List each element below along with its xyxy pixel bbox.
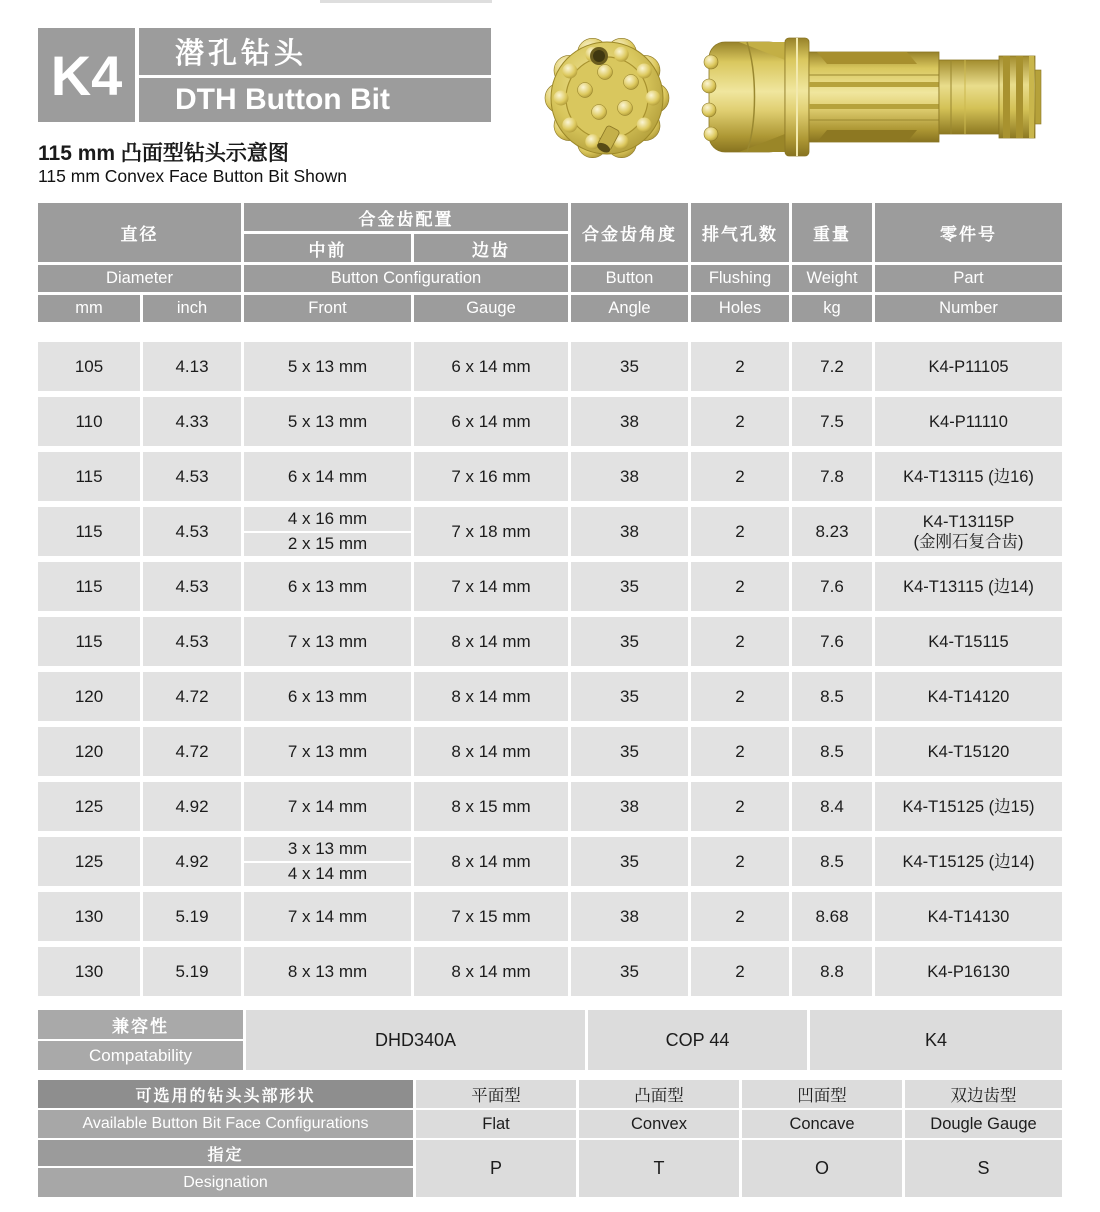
- header-gauge-zh: 边齿: [414, 234, 568, 262]
- cell-weight: 8.68: [792, 892, 872, 941]
- designation-code: P: [416, 1140, 576, 1197]
- cell-diameter-mm: 120: [38, 672, 140, 721]
- faces-label-zh: 可选用的钻头头部形状: [38, 1080, 413, 1108]
- cell-diameter-inch: 4.13: [143, 342, 241, 391]
- compatibility-table: [38, 1010, 1062, 1070]
- header-flushing-en2: Holes: [691, 295, 789, 322]
- spec-table: [38, 203, 1062, 1002]
- cell-diameter-mm: 115: [38, 617, 140, 666]
- cell-gauge-buttons: 8 x 14 mm: [414, 672, 568, 721]
- cell-front-buttons: 7 x 13 mm: [244, 617, 411, 666]
- cell-button-angle: 35: [571, 947, 688, 996]
- cell-weight: 8.23: [792, 507, 872, 556]
- header-flushing-zh: 排气孔数: [691, 203, 789, 262]
- designation-label-zh: 指定: [38, 1140, 413, 1166]
- cell-gauge-buttons: 7 x 16 mm: [414, 452, 568, 501]
- table-row: [38, 672, 1062, 721]
- cell-front-buttons: 6 x 14 mm: [244, 452, 411, 501]
- cell-diameter-inch: 4.53: [143, 507, 241, 556]
- face-type-en: Convex: [579, 1110, 739, 1138]
- cell-button-angle: 38: [571, 892, 688, 941]
- table-row: [38, 837, 1062, 886]
- cell-weight: 8.8: [792, 947, 872, 996]
- header-flushing-en1: Flushing: [691, 265, 789, 292]
- cell-diameter-inch: 4.72: [143, 672, 241, 721]
- header-weight-en1: Weight: [792, 265, 872, 292]
- cell-diameter-inch: 4.53: [143, 562, 241, 611]
- table-row: [38, 727, 1062, 776]
- designation-code: S: [905, 1140, 1062, 1197]
- cell-button-angle: 35: [571, 672, 688, 721]
- designation-code: T: [579, 1140, 739, 1197]
- cell-front-buttons: 5 x 13 mm: [244, 342, 411, 391]
- cell-flushing-holes: 2: [691, 617, 789, 666]
- cell-part-number: K4-T15115: [875, 617, 1062, 666]
- cell-diameter-mm: 130: [38, 947, 140, 996]
- cell-part-number: K4-T13115P (金刚石复合齿): [875, 507, 1062, 556]
- cell-part-number: K4-T13115 (边14): [875, 562, 1062, 611]
- cell-flushing-holes: 2: [691, 562, 789, 611]
- table-body: [38, 342, 1062, 996]
- page-title-chinese: 潜孔钻头: [139, 28, 491, 75]
- header-diameter-en: Diameter: [38, 265, 241, 292]
- cell-part-number: K4-T14120: [875, 672, 1062, 721]
- drill-bit-side-view-image: [695, 30, 1045, 165]
- compatibility-value: DHD340A: [246, 1010, 585, 1070]
- header-angle-en1: Button: [571, 265, 688, 292]
- cell-flushing-holes: 2: [691, 507, 789, 556]
- header-angle-zh: 合金齿角度: [571, 203, 688, 262]
- cell-button-angle: 38: [571, 507, 688, 556]
- face-configuration-table: [38, 1080, 1062, 1197]
- cell-button-angle: 35: [571, 562, 688, 611]
- cell-weight: 8.5: [792, 672, 872, 721]
- cell-gauge-buttons: 8 x 14 mm: [414, 617, 568, 666]
- cell-gauge-buttons: 7 x 14 mm: [414, 562, 568, 611]
- compatibility-header: [38, 1010, 243, 1070]
- cell-front-buttons: 8 x 13 mm: [244, 947, 411, 996]
- cell-gauge-buttons: 7 x 15 mm: [414, 892, 568, 941]
- table-row: [38, 452, 1062, 501]
- cell-diameter-inch: 4.92: [143, 837, 241, 886]
- cell-button-angle: 38: [571, 782, 688, 831]
- cell-gauge-buttons: 8 x 14 mm: [414, 947, 568, 996]
- cell-flushing-holes: 2: [691, 342, 789, 391]
- face-type-zh: 凸面型: [579, 1080, 739, 1108]
- bit-flange: [785, 38, 809, 156]
- header-part-en2: Number: [875, 295, 1062, 322]
- cropped-top-remnant: [320, 0, 492, 3]
- bit-spline-body: [809, 52, 939, 142]
- compatibility-label-zh: 兼容性: [38, 1010, 243, 1039]
- cell-part-number: K4-T15125 (边14): [875, 837, 1062, 886]
- table-row: [38, 617, 1062, 666]
- compatibility-value: K4: [810, 1010, 1062, 1070]
- face-type-en: Dougle Gauge: [905, 1110, 1062, 1138]
- drill-bit-face-view-image: [538, 22, 676, 170]
- table-row: [38, 892, 1062, 941]
- cell-flushing-holes: 2: [691, 727, 789, 776]
- cell-weight: 8.5: [792, 837, 872, 886]
- cell-part-number: K4-T14130: [875, 892, 1062, 941]
- cell-gauge-buttons: 6 x 14 mm: [414, 342, 568, 391]
- cell-gauge-buttons: 8 x 14 mm: [414, 727, 568, 776]
- cell-button-angle: 38: [571, 397, 688, 446]
- bit-shank: [939, 60, 999, 134]
- designation-header: [38, 1140, 413, 1197]
- table-row: [38, 562, 1062, 611]
- cell-button-angle: 38: [571, 452, 688, 501]
- cell-diameter-mm: 120: [38, 727, 140, 776]
- title-box: [139, 28, 491, 122]
- cell-front-buttons: 4 x 16 mm 2 x 15 mm: [244, 507, 411, 556]
- cell-diameter-inch: 5.19: [143, 892, 241, 941]
- brand-model-badge: K4: [38, 28, 135, 122]
- spec-table-header: [38, 203, 1062, 322]
- image-caption-chinese: 115 mm 凸面型钻头示意图: [38, 142, 289, 165]
- cell-diameter-mm: 115: [38, 507, 140, 556]
- cell-front-buttons: 6 x 13 mm: [244, 562, 411, 611]
- cell-diameter-inch: 4.92: [143, 782, 241, 831]
- cell-part-number: K4-P11105: [875, 342, 1062, 391]
- cell-front-buttons: 6 x 13 mm: [244, 672, 411, 721]
- cell-diameter-inch: 4.53: [143, 617, 241, 666]
- cell-diameter-mm: 125: [38, 837, 140, 886]
- header-weight-zh: 重量: [792, 203, 872, 262]
- cell-weight: 7.6: [792, 617, 872, 666]
- cell-front-buttons: 7 x 14 mm: [244, 892, 411, 941]
- cell-front-buttons: 5 x 13 mm: [244, 397, 411, 446]
- face-type-en: Concave: [742, 1110, 902, 1138]
- cell-part-number: K4-T13115 (边16): [875, 452, 1062, 501]
- cell-part-number: K4-P11110: [875, 397, 1062, 446]
- cell-weight: 7.5: [792, 397, 872, 446]
- cell-flushing-holes: 2: [691, 672, 789, 721]
- table-row: [38, 342, 1062, 391]
- cell-weight: 8.4: [792, 782, 872, 831]
- cell-button-angle: 35: [571, 342, 688, 391]
- image-caption-english: 115 mm Convex Face Button Bit Shown: [38, 166, 347, 186]
- bit-end-collar: [999, 56, 1041, 138]
- cell-flushing-holes: 2: [691, 892, 789, 941]
- bit-head: [702, 42, 785, 152]
- face-type-zh: 双边齿型: [905, 1080, 1062, 1108]
- faces-label-en: Available Button Bit Face Configurations: [38, 1110, 413, 1138]
- header-angle-en2: Angle: [571, 295, 688, 322]
- header-config-zh: 合金齿配置: [244, 203, 568, 231]
- face-type-zh: 凹面型: [742, 1080, 902, 1108]
- cell-part-number: K4-T15125 (边15): [875, 782, 1062, 831]
- cell-flushing-holes: 2: [691, 947, 789, 996]
- cell-front-buttons: 3 x 13 mm 4 x 14 mm: [244, 837, 411, 886]
- header-part-zh: 零件号: [875, 203, 1062, 262]
- cell-part-number: K4-T15120: [875, 727, 1062, 776]
- cell-diameter-mm: 125: [38, 782, 140, 831]
- cell-weight: 7.8: [792, 452, 872, 501]
- table-row: [38, 947, 1062, 996]
- cell-button-angle: 35: [571, 617, 688, 666]
- header-diameter-zh: 直径: [38, 203, 241, 262]
- header-unit-mm: mm: [38, 295, 140, 322]
- face-type-zh: 平面型: [416, 1080, 576, 1108]
- cell-diameter-mm: 115: [38, 562, 140, 611]
- compatibility-value: COP 44: [588, 1010, 807, 1070]
- cell-diameter-mm: 105: [38, 342, 140, 391]
- table-row: [38, 507, 1062, 556]
- designation-label-en: Designation: [38, 1168, 413, 1197]
- cell-gauge-buttons: 8 x 15 mm: [414, 782, 568, 831]
- flushing-hole: [590, 47, 608, 65]
- cell-button-angle: 35: [571, 727, 688, 776]
- cell-diameter-mm: 110: [38, 397, 140, 446]
- cell-gauge-buttons: 7 x 18 mm: [414, 507, 568, 556]
- cell-gauge-buttons: 6 x 14 mm: [414, 397, 568, 446]
- cell-flushing-holes: 2: [691, 397, 789, 446]
- cell-front-buttons: 7 x 14 mm: [244, 782, 411, 831]
- header-weight-en2: kg: [792, 295, 872, 322]
- header-config-en: Button Configuration: [244, 265, 568, 292]
- cell-weight: 8.5: [792, 727, 872, 776]
- table-row: [38, 397, 1062, 446]
- cell-flushing-holes: 2: [691, 452, 789, 501]
- face-type-en: Flat: [416, 1110, 576, 1138]
- cell-weight: 7.2: [792, 342, 872, 391]
- header-unit-inch: inch: [143, 295, 241, 322]
- cell-gauge-buttons: 8 x 14 mm: [414, 837, 568, 886]
- cell-flushing-holes: 2: [691, 782, 789, 831]
- cell-front-buttons: 7 x 13 mm: [244, 727, 411, 776]
- header-front-zh: 中前: [244, 234, 411, 262]
- page-title-english: DTH Button Bit: [139, 78, 491, 122]
- compatibility-label-en: Compatability: [38, 1041, 243, 1070]
- header-part-en1: Part: [875, 265, 1062, 292]
- cell-diameter-inch: 5.19: [143, 947, 241, 996]
- header-front-en: Front: [244, 295, 411, 322]
- cell-flushing-holes: 2: [691, 837, 789, 886]
- cell-diameter-mm: 130: [38, 892, 140, 941]
- header-gauge-en: Gauge: [414, 295, 568, 322]
- cell-part-number: K4-P16130: [875, 947, 1062, 996]
- cell-diameter-inch: 4.33: [143, 397, 241, 446]
- table-row: [38, 782, 1062, 831]
- cell-weight: 7.6: [792, 562, 872, 611]
- cell-diameter-inch: 4.53: [143, 452, 241, 501]
- designation-code: O: [742, 1140, 902, 1197]
- cell-button-angle: 35: [571, 837, 688, 886]
- cell-diameter-mm: 115: [38, 452, 140, 501]
- cell-diameter-inch: 4.72: [143, 727, 241, 776]
